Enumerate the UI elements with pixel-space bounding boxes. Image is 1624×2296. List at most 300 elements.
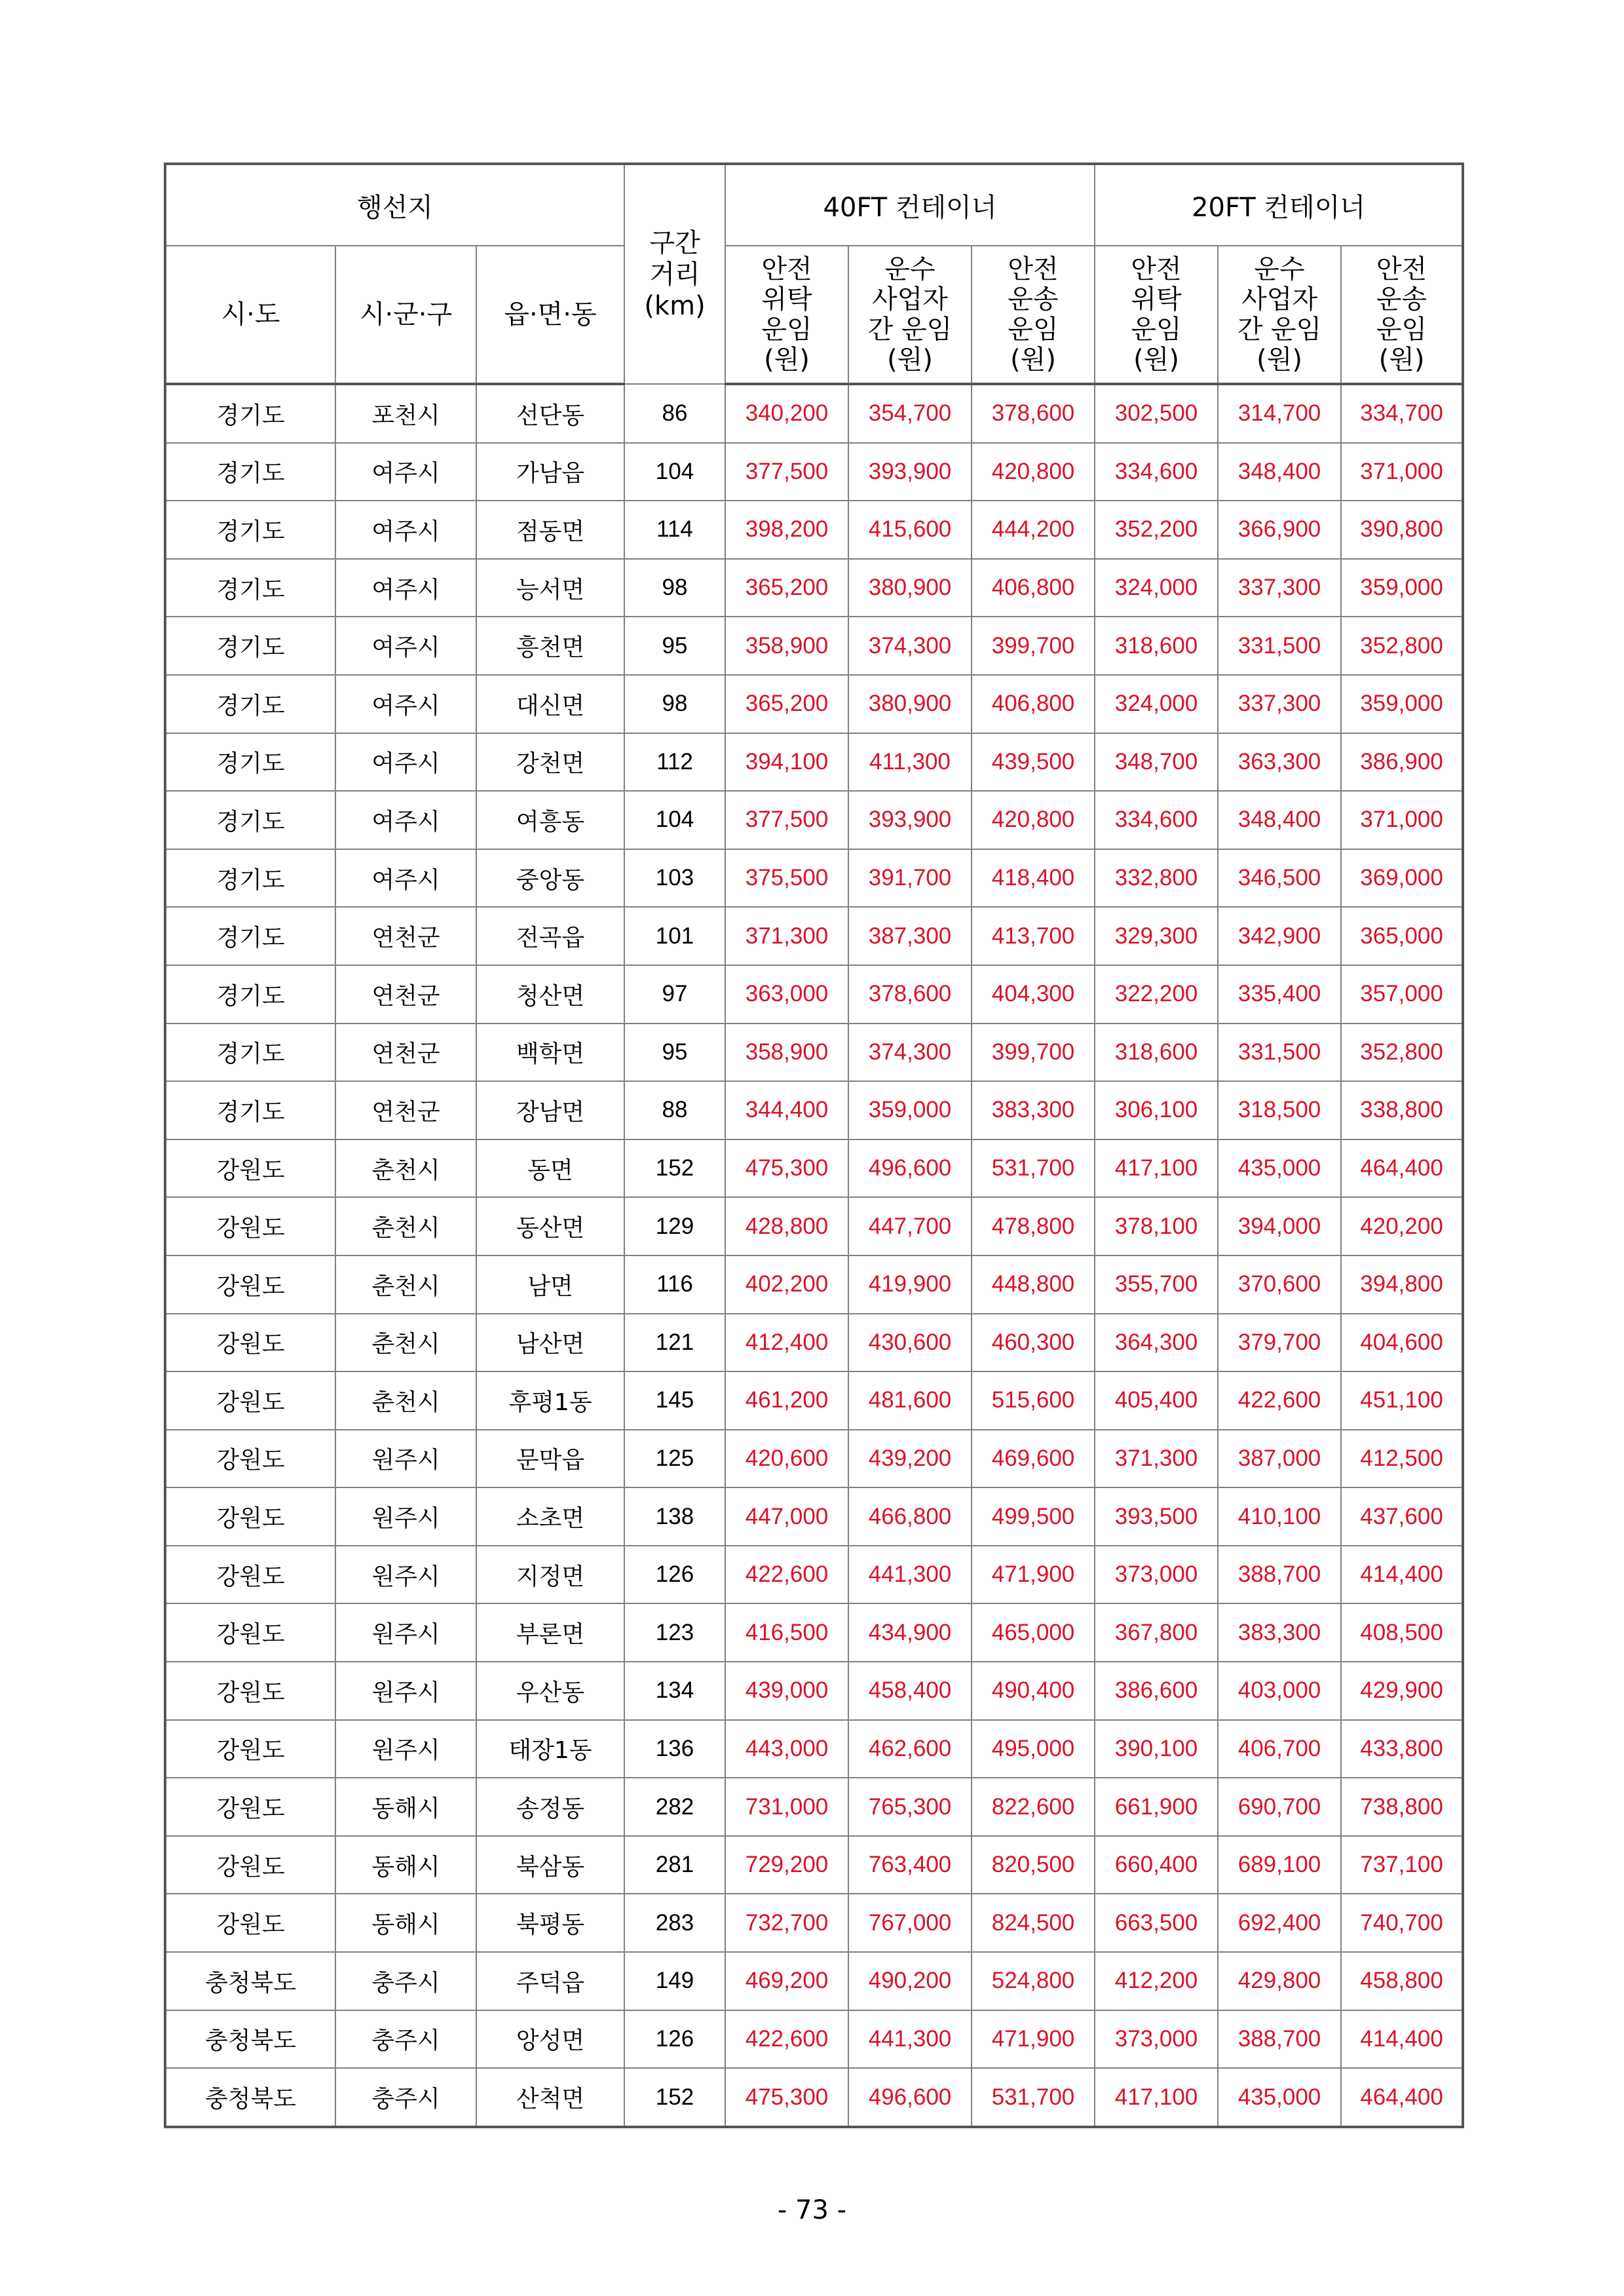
- cell-20ft-safe-consignment: 322,200: [1095, 965, 1218, 1024]
- table-row: [165, 849, 1463, 908]
- cell-20ft-safe-transport: 437,600: [1341, 1487, 1463, 1546]
- cell-20ft-safe-transport: 334,700: [1341, 384, 1463, 443]
- cell-sido: 경기도: [165, 501, 335, 559]
- cell-40ft-safe-transport: 383,300: [972, 1081, 1095, 1139]
- header-20ft-safe-transport: 안전 운송 운임 (원): [1341, 246, 1463, 384]
- cell-sigungu: 원주시: [335, 1603, 476, 1662]
- cell-distance: 136: [624, 1720, 725, 1778]
- cell-eupmyeondong: 태장1동: [476, 1720, 624, 1778]
- cell-sigungu: 동해시: [335, 1894, 476, 1952]
- cell-distance: 95: [624, 1024, 725, 1082]
- cell-sigungu: 원주시: [335, 1720, 476, 1778]
- cell-40ft-carrier-rate: 359,000: [848, 1081, 972, 1139]
- cell-40ft-carrier-rate: 415,600: [848, 501, 972, 559]
- cell-20ft-carrier-rate: 435,000: [1218, 1139, 1341, 1198]
- cell-20ft-carrier-rate: 379,700: [1218, 1314, 1341, 1372]
- cell-sigungu: 춘천시: [335, 1197, 476, 1255]
- cell-20ft-safe-transport: 451,100: [1341, 1371, 1463, 1430]
- cell-sigungu: 여주시: [335, 617, 476, 675]
- cell-eupmyeondong: 북삼동: [476, 1836, 624, 1894]
- cell-20ft-safe-transport: 420,200: [1341, 1197, 1463, 1255]
- cell-40ft-carrier-rate: 419,900: [848, 1255, 972, 1314]
- cell-20ft-carrier-rate: 335,400: [1218, 965, 1341, 1024]
- table-row: [165, 1139, 1463, 1198]
- cell-20ft-safe-consignment: 352,200: [1095, 501, 1218, 559]
- cell-sido: 충청북도: [165, 2068, 335, 2127]
- cell-sido: 강원도: [165, 1662, 335, 1720]
- table-row: [165, 1314, 1463, 1372]
- cell-sigungu: 춘천시: [335, 1255, 476, 1314]
- header-40ft-container: 40FT 컨테이너: [725, 164, 1095, 246]
- cell-20ft-safe-consignment: 334,600: [1095, 791, 1218, 849]
- cell-40ft-safe-consignment: 731,000: [725, 1778, 848, 1836]
- cell-20ft-carrier-rate: 689,100: [1218, 1836, 1341, 1894]
- table-row: [165, 617, 1463, 675]
- cell-20ft-safe-consignment: 393,500: [1095, 1487, 1218, 1546]
- cell-20ft-safe-consignment: 417,100: [1095, 2068, 1218, 2127]
- cell-20ft-safe-consignment: 302,500: [1095, 384, 1218, 443]
- cell-20ft-safe-transport: 412,500: [1341, 1430, 1463, 1488]
- cell-40ft-safe-consignment: 394,100: [725, 733, 848, 792]
- cell-sido: 경기도: [165, 907, 335, 965]
- cell-eupmyeondong: 장남면: [476, 1081, 624, 1139]
- table-row: [165, 1894, 1463, 1952]
- cell-40ft-safe-transport: 531,700: [972, 1139, 1095, 1198]
- cell-distance: 104: [624, 443, 725, 501]
- cell-40ft-safe-transport: 406,800: [972, 559, 1095, 617]
- cell-sigungu: 동해시: [335, 1778, 476, 1836]
- cell-sido: 경기도: [165, 1081, 335, 1139]
- cell-20ft-safe-transport: 464,400: [1341, 1139, 1463, 1198]
- cell-distance: 149: [624, 1952, 725, 2010]
- cell-eupmyeondong: 남면: [476, 1255, 624, 1314]
- cell-20ft-carrier-rate: 348,400: [1218, 791, 1341, 849]
- cell-sido: 경기도: [165, 965, 335, 1024]
- cell-40ft-carrier-rate: 763,400: [848, 1836, 972, 1894]
- table-row: [165, 443, 1463, 501]
- cell-40ft-safe-transport: 531,700: [972, 2068, 1095, 2127]
- cell-eupmyeondong: 대신면: [476, 675, 624, 733]
- cell-sigungu: 충주시: [335, 2010, 476, 2069]
- fare-table: [164, 163, 1464, 2128]
- cell-sido: 강원도: [165, 1314, 335, 1372]
- cell-distance: 125: [624, 1430, 725, 1488]
- cell-40ft-safe-consignment: 377,500: [725, 791, 848, 849]
- cell-40ft-safe-consignment: 375,500: [725, 849, 848, 908]
- cell-distance: 134: [624, 1662, 725, 1720]
- table-row: [165, 1430, 1463, 1488]
- cell-sido: 경기도: [165, 791, 335, 849]
- cell-40ft-safe-transport: 820,500: [972, 1836, 1095, 1894]
- cell-40ft-safe-consignment: 365,200: [725, 559, 848, 617]
- cell-distance: 101: [624, 907, 725, 965]
- cell-20ft-safe-transport: 390,800: [1341, 501, 1463, 559]
- cell-eupmyeondong: 백학면: [476, 1024, 624, 1082]
- cell-20ft-safe-consignment: 663,500: [1095, 1894, 1218, 1952]
- cell-sigungu: 충주시: [335, 2068, 476, 2127]
- cell-distance: 121: [624, 1314, 725, 1372]
- table-row: [165, 1603, 1463, 1662]
- cell-40ft-carrier-rate: 447,700: [848, 1197, 972, 1255]
- cell-20ft-safe-consignment: 367,800: [1095, 1603, 1218, 1662]
- cell-sido: 경기도: [165, 733, 335, 792]
- cell-distance: 112: [624, 733, 725, 792]
- table-row: [165, 1662, 1463, 1720]
- cell-20ft-carrier-rate: 318,500: [1218, 1081, 1341, 1139]
- table-row: [165, 501, 1463, 559]
- cell-20ft-safe-consignment: 373,000: [1095, 2010, 1218, 2069]
- cell-40ft-carrier-rate: 387,300: [848, 907, 972, 965]
- cell-sido: 경기도: [165, 849, 335, 908]
- table-row: [165, 559, 1463, 617]
- cell-sigungu: 원주시: [335, 1662, 476, 1720]
- cell-40ft-carrier-rate: 462,600: [848, 1720, 972, 1778]
- cell-eupmyeondong: 청산면: [476, 965, 624, 1024]
- cell-sido: 강원도: [165, 1371, 335, 1430]
- cell-sido: 경기도: [165, 384, 335, 443]
- cell-20ft-carrier-rate: 403,000: [1218, 1662, 1341, 1720]
- cell-20ft-safe-consignment: 324,000: [1095, 559, 1218, 617]
- cell-distance: 123: [624, 1603, 725, 1662]
- cell-sigungu: 여주시: [335, 791, 476, 849]
- cell-20ft-carrier-rate: 387,000: [1218, 1430, 1341, 1488]
- cell-20ft-safe-transport: 352,800: [1341, 617, 1463, 675]
- cell-sigungu: 동해시: [335, 1836, 476, 1894]
- cell-eupmyeondong: 선단동: [476, 384, 624, 443]
- cell-40ft-safe-transport: 524,800: [972, 1952, 1095, 2010]
- cell-20ft-safe-transport: 740,700: [1341, 1894, 1463, 1952]
- cell-20ft-carrier-rate: 435,000: [1218, 2068, 1341, 2127]
- cell-eupmyeondong: 송정동: [476, 1778, 624, 1836]
- cell-40ft-safe-consignment: 420,600: [725, 1430, 848, 1488]
- cell-eupmyeondong: 흥천면: [476, 617, 624, 675]
- table-row: [165, 384, 1463, 443]
- cell-20ft-carrier-rate: 331,500: [1218, 1024, 1341, 1082]
- cell-sido: 강원도: [165, 1720, 335, 1778]
- header-distance: 구간 거리 (km): [624, 164, 725, 384]
- cell-40ft-carrier-rate: 391,700: [848, 849, 972, 908]
- cell-40ft-safe-consignment: 377,500: [725, 443, 848, 501]
- cell-distance: 116: [624, 1255, 725, 1314]
- cell-40ft-safe-consignment: 422,600: [725, 1546, 848, 1604]
- cell-20ft-safe-transport: 433,800: [1341, 1720, 1463, 1778]
- cell-distance: 126: [624, 1546, 725, 1604]
- cell-sido: 경기도: [165, 559, 335, 617]
- cell-20ft-safe-transport: 371,000: [1341, 443, 1463, 501]
- cell-20ft-safe-transport: 352,800: [1341, 1024, 1463, 1082]
- cell-20ft-safe-consignment: 334,600: [1095, 443, 1218, 501]
- cell-eupmyeondong: 북평동: [476, 1894, 624, 1952]
- cell-40ft-safe-transport: 478,800: [972, 1197, 1095, 1255]
- cell-eupmyeondong: 후평1동: [476, 1371, 624, 1430]
- cell-40ft-safe-transport: 471,900: [972, 1546, 1095, 1604]
- table-row: [165, 2010, 1463, 2069]
- cell-sido: 충청북도: [165, 2010, 335, 2069]
- header-40ft-safe-transport: 안전 운송 운임 (원): [972, 246, 1095, 384]
- cell-20ft-carrier-rate: 690,700: [1218, 1778, 1341, 1836]
- cell-40ft-safe-transport: 404,300: [972, 965, 1095, 1024]
- cell-20ft-safe-consignment: 412,200: [1095, 1952, 1218, 2010]
- cell-sido: 강원도: [165, 1546, 335, 1604]
- cell-eupmyeondong: 주덕읍: [476, 1952, 624, 2010]
- table-row: [165, 733, 1463, 792]
- cell-sigungu: 연천군: [335, 1024, 476, 1082]
- fare-table-body: [165, 384, 1463, 2127]
- cell-eupmyeondong: 앙성면: [476, 2010, 624, 2069]
- cell-eupmyeondong: 동산면: [476, 1197, 624, 1255]
- cell-20ft-safe-consignment: 386,600: [1095, 1662, 1218, 1720]
- cell-20ft-safe-transport: 359,000: [1341, 675, 1463, 733]
- cell-20ft-safe-consignment: 329,300: [1095, 907, 1218, 965]
- cell-sigungu: 원주시: [335, 1430, 476, 1488]
- cell-distance: 98: [624, 559, 725, 617]
- cell-40ft-carrier-rate: 496,600: [848, 1139, 972, 1198]
- cell-sigungu: 여주시: [335, 675, 476, 733]
- cell-sido: 강원도: [165, 1778, 335, 1836]
- cell-20ft-carrier-rate: 394,000: [1218, 1197, 1341, 1255]
- cell-20ft-carrier-rate: 314,700: [1218, 384, 1341, 443]
- cell-distance: 95: [624, 617, 725, 675]
- cell-20ft-carrier-rate: 348,400: [1218, 443, 1341, 501]
- cell-40ft-safe-consignment: 475,300: [725, 2068, 848, 2127]
- cell-40ft-carrier-rate: 441,300: [848, 2010, 972, 2069]
- cell-sigungu: 포천시: [335, 384, 476, 443]
- cell-40ft-carrier-rate: 439,200: [848, 1430, 972, 1488]
- cell-20ft-safe-consignment: 417,100: [1095, 1139, 1218, 1198]
- cell-40ft-carrier-rate: 765,300: [848, 1778, 972, 1836]
- cell-20ft-carrier-rate: 383,300: [1218, 1603, 1341, 1662]
- cell-20ft-safe-consignment: 306,100: [1095, 1081, 1218, 1139]
- cell-40ft-safe-consignment: 469,200: [725, 1952, 848, 2010]
- cell-40ft-safe-consignment: 422,600: [725, 2010, 848, 2069]
- cell-eupmyeondong: 우산동: [476, 1662, 624, 1720]
- cell-distance: 86: [624, 384, 725, 443]
- cell-40ft-safe-consignment: 428,800: [725, 1197, 848, 1255]
- cell-40ft-safe-consignment: 443,000: [725, 1720, 848, 1778]
- cell-eupmyeondong: 산척면: [476, 2068, 624, 2127]
- cell-40ft-safe-consignment: 365,200: [725, 675, 848, 733]
- cell-40ft-safe-transport: 471,900: [972, 2010, 1095, 2069]
- cell-distance: 138: [624, 1487, 725, 1546]
- cell-sigungu: 여주시: [335, 559, 476, 617]
- cell-20ft-carrier-rate: 370,600: [1218, 1255, 1341, 1314]
- cell-20ft-safe-transport: 404,600: [1341, 1314, 1463, 1372]
- cell-20ft-safe-consignment: 378,100: [1095, 1197, 1218, 1255]
- table-row: [165, 1720, 1463, 1778]
- table-row: [165, 1952, 1463, 2010]
- header-destination: 행선지: [165, 164, 624, 246]
- cell-40ft-safe-transport: 824,500: [972, 1894, 1095, 1952]
- cell-20ft-safe-transport: 359,000: [1341, 559, 1463, 617]
- cell-sigungu: 연천군: [335, 907, 476, 965]
- header-sigungu: 시·군·구: [335, 246, 476, 384]
- cell-40ft-safe-consignment: 439,000: [725, 1662, 848, 1720]
- cell-sigungu: 연천군: [335, 1081, 476, 1139]
- cell-distance: 88: [624, 1081, 725, 1139]
- cell-distance: 104: [624, 791, 725, 849]
- cell-40ft-safe-transport: 465,000: [972, 1603, 1095, 1662]
- cell-20ft-safe-transport: 394,800: [1341, 1255, 1463, 1314]
- cell-sido: 강원도: [165, 1836, 335, 1894]
- cell-distance: 97: [624, 965, 725, 1024]
- cell-distance: 281: [624, 1836, 725, 1894]
- cell-40ft-safe-consignment: 358,900: [725, 617, 848, 675]
- table-row: [165, 791, 1463, 849]
- cell-20ft-safe-consignment: 371,300: [1095, 1430, 1218, 1488]
- header-20ft-carrier-rate: 운수 사업자 간 운임 (원): [1218, 246, 1341, 384]
- cell-eupmyeondong: 강천면: [476, 733, 624, 792]
- cell-distance: 145: [624, 1371, 725, 1430]
- cell-40ft-carrier-rate: 496,600: [848, 2068, 972, 2127]
- header-row-groups: [165, 164, 1463, 246]
- cell-20ft-carrier-rate: 366,900: [1218, 501, 1341, 559]
- cell-sido: 경기도: [165, 443, 335, 501]
- cell-20ft-safe-transport: 464,400: [1341, 2068, 1463, 2127]
- cell-eupmyeondong: 여흥동: [476, 791, 624, 849]
- table-row: [165, 965, 1463, 1024]
- cell-20ft-safe-consignment: 661,900: [1095, 1778, 1218, 1836]
- cell-20ft-safe-transport: 458,800: [1341, 1952, 1463, 2010]
- cell-40ft-carrier-rate: 466,800: [848, 1487, 972, 1546]
- cell-distance: 103: [624, 849, 725, 908]
- cell-40ft-safe-transport: 420,800: [972, 443, 1095, 501]
- cell-sigungu: 춘천시: [335, 1314, 476, 1372]
- cell-40ft-safe-transport: 469,600: [972, 1430, 1095, 1488]
- cell-40ft-safe-transport: 448,800: [972, 1255, 1095, 1314]
- cell-20ft-safe-transport: 414,400: [1341, 1546, 1463, 1604]
- cell-40ft-safe-consignment: 344,400: [725, 1081, 848, 1139]
- cell-20ft-safe-consignment: 318,600: [1095, 617, 1218, 675]
- cell-40ft-safe-transport: 399,700: [972, 617, 1095, 675]
- cell-40ft-safe-consignment: 402,200: [725, 1255, 848, 1314]
- table-row: [165, 907, 1463, 965]
- cell-20ft-carrier-rate: 342,900: [1218, 907, 1341, 965]
- cell-sigungu: 춘천시: [335, 1139, 476, 1198]
- cell-eupmyeondong: 동면: [476, 1139, 624, 1198]
- cell-40ft-safe-transport: 399,700: [972, 1024, 1095, 1082]
- cell-distance: 98: [624, 675, 725, 733]
- cell-20ft-safe-consignment: 364,300: [1095, 1314, 1218, 1372]
- cell-20ft-safe-consignment: 318,600: [1095, 1024, 1218, 1082]
- cell-20ft-safe-transport: 386,900: [1341, 733, 1463, 792]
- cell-40ft-safe-consignment: 363,000: [725, 965, 848, 1024]
- cell-20ft-carrier-rate: 388,700: [1218, 2010, 1341, 2069]
- table-row: [165, 1371, 1463, 1430]
- cell-20ft-carrier-rate: 410,100: [1218, 1487, 1341, 1546]
- cell-20ft-safe-transport: 369,000: [1341, 849, 1463, 908]
- cell-sigungu: 충주시: [335, 1952, 476, 2010]
- cell-40ft-safe-consignment: 398,200: [725, 501, 848, 559]
- cell-40ft-safe-consignment: 358,900: [725, 1024, 848, 1082]
- table-row: [165, 1197, 1463, 1255]
- header-eupmyeondong: 읍·면·동: [476, 246, 624, 384]
- cell-20ft-safe-transport: 408,500: [1341, 1603, 1463, 1662]
- cell-40ft-carrier-rate: 380,900: [848, 559, 972, 617]
- cell-eupmyeondong: 문막읍: [476, 1430, 624, 1488]
- cell-20ft-safe-consignment: 355,700: [1095, 1255, 1218, 1314]
- cell-sigungu: 여주시: [335, 733, 476, 792]
- cell-eupmyeondong: 소초면: [476, 1487, 624, 1546]
- cell-eupmyeondong: 부론면: [476, 1603, 624, 1662]
- cell-20ft-carrier-rate: 429,800: [1218, 1952, 1341, 2010]
- cell-40ft-safe-transport: 418,400: [972, 849, 1095, 908]
- cell-sido: 충청북도: [165, 1952, 335, 2010]
- cell-40ft-safe-consignment: 340,200: [725, 384, 848, 443]
- cell-40ft-carrier-rate: 481,600: [848, 1371, 972, 1430]
- cell-eupmyeondong: 점동면: [476, 501, 624, 559]
- cell-20ft-safe-transport: 338,800: [1341, 1081, 1463, 1139]
- table-row: [165, 1778, 1463, 1836]
- cell-20ft-safe-transport: 429,900: [1341, 1662, 1463, 1720]
- cell-sido: 경기도: [165, 675, 335, 733]
- cell-eupmyeondong: 능서면: [476, 559, 624, 617]
- header-sido: 시·도: [165, 246, 335, 384]
- cell-40ft-carrier-rate: 354,700: [848, 384, 972, 443]
- cell-eupmyeondong: 지정면: [476, 1546, 624, 1604]
- cell-sigungu: 원주시: [335, 1546, 476, 1604]
- cell-40ft-carrier-rate: 393,900: [848, 443, 972, 501]
- cell-eupmyeondong: 남산면: [476, 1314, 624, 1372]
- cell-distance: 283: [624, 1894, 725, 1952]
- cell-40ft-safe-transport: 515,600: [972, 1371, 1095, 1430]
- cell-40ft-safe-transport: 439,500: [972, 733, 1095, 792]
- cell-20ft-safe-consignment: 332,800: [1095, 849, 1218, 908]
- cell-40ft-safe-transport: 420,800: [972, 791, 1095, 849]
- cell-40ft-safe-consignment: 732,700: [725, 1894, 848, 1952]
- cell-distance: 129: [624, 1197, 725, 1255]
- cell-40ft-carrier-rate: 378,600: [848, 965, 972, 1024]
- cell-sigungu: 여주시: [335, 443, 476, 501]
- cell-sido: 강원도: [165, 1139, 335, 1198]
- cell-eupmyeondong: 전곡읍: [476, 907, 624, 965]
- cell-sigungu: 여주시: [335, 501, 476, 559]
- cell-20ft-carrier-rate: 346,500: [1218, 849, 1341, 908]
- cell-40ft-safe-transport: 444,200: [972, 501, 1095, 559]
- header-20ft-safe-consignment: 안전 위탁 운임 (원): [1095, 246, 1218, 384]
- cell-40ft-safe-transport: 822,600: [972, 1778, 1095, 1836]
- cell-20ft-safe-transport: 357,000: [1341, 965, 1463, 1024]
- cell-20ft-carrier-rate: 388,700: [1218, 1546, 1341, 1604]
- cell-40ft-safe-consignment: 447,000: [725, 1487, 848, 1546]
- cell-sido: 강원도: [165, 1603, 335, 1662]
- cell-40ft-safe-transport: 490,400: [972, 1662, 1095, 1720]
- cell-40ft-carrier-rate: 430,600: [848, 1314, 972, 1372]
- cell-sigungu: 연천군: [335, 965, 476, 1024]
- cell-20ft-safe-consignment: 348,700: [1095, 733, 1218, 792]
- header-40ft-carrier-rate: 운수 사업자 간 운임 (원): [848, 246, 972, 384]
- cell-20ft-carrier-rate: 331,500: [1218, 617, 1341, 675]
- table-row: [165, 675, 1463, 733]
- cell-40ft-safe-consignment: 475,300: [725, 1139, 848, 1198]
- cell-20ft-safe-transport: 738,800: [1341, 1778, 1463, 1836]
- cell-distance: 152: [624, 2068, 725, 2127]
- table-row: [165, 1836, 1463, 1894]
- cell-40ft-carrier-rate: 380,900: [848, 675, 972, 733]
- cell-20ft-safe-consignment: 660,400: [1095, 1836, 1218, 1894]
- header-20ft-container: 20FT 컨테이너: [1095, 164, 1463, 246]
- table-row: [165, 1024, 1463, 1082]
- cell-20ft-safe-transport: 414,400: [1341, 2010, 1463, 2069]
- header-row-columns: [165, 246, 1463, 384]
- header-40ft-safe-consignment: 안전 위탁 운임 (원): [725, 246, 848, 384]
- cell-40ft-safe-transport: 495,000: [972, 1720, 1095, 1778]
- cell-20ft-safe-transport: 365,000: [1341, 907, 1463, 965]
- cell-sido: 강원도: [165, 1197, 335, 1255]
- cell-20ft-carrier-rate: 337,300: [1218, 675, 1341, 733]
- table-row: [165, 1546, 1463, 1604]
- cell-20ft-safe-consignment: 373,000: [1095, 1546, 1218, 1604]
- cell-40ft-safe-transport: 413,700: [972, 907, 1095, 965]
